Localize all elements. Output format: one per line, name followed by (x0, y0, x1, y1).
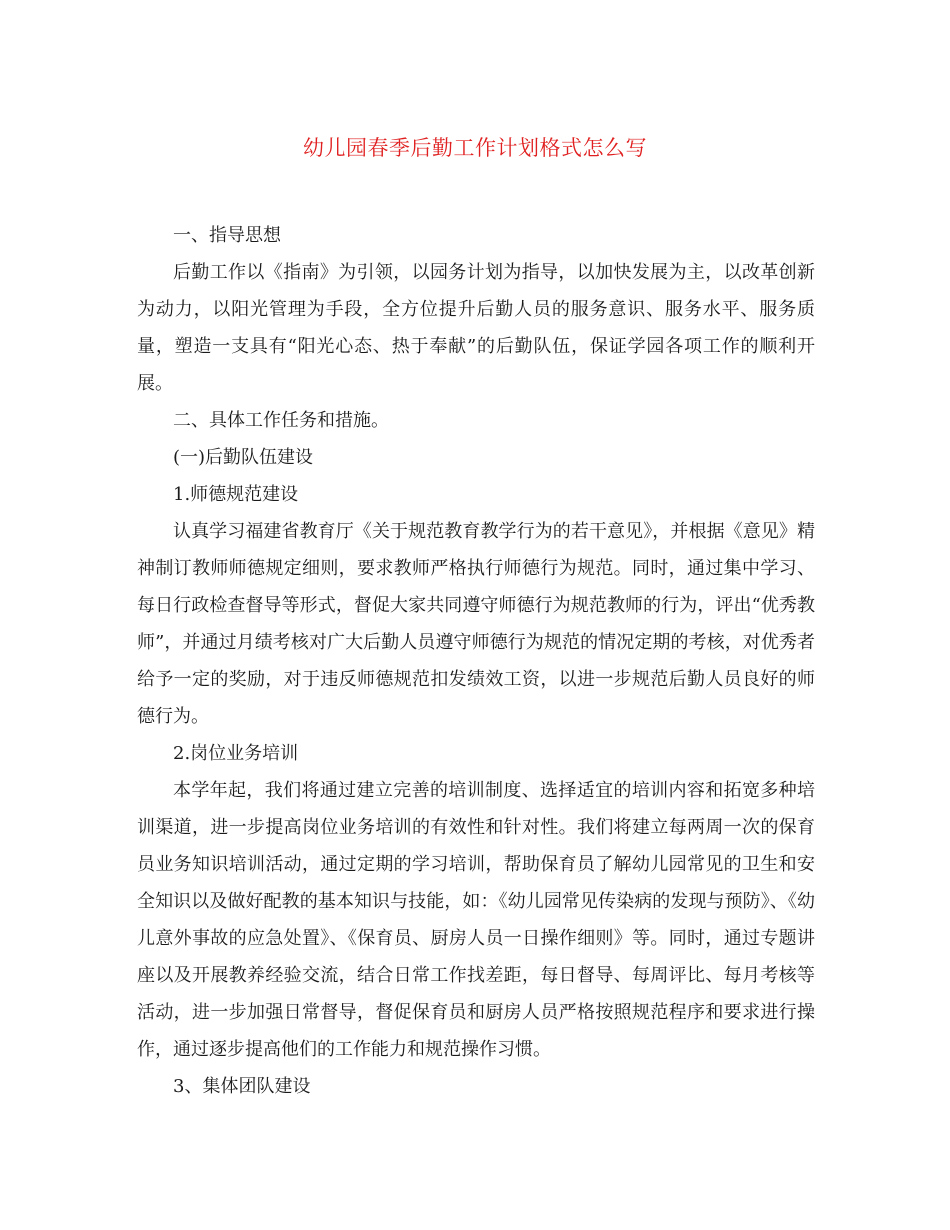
heading-tasks-measures: 二、具体工作任务和措施。 (173, 410, 389, 431)
paragraph-guiding-ideology: 后勤工作以《指南》为引领，以园务计划为指导，以加快发展为主，以改革创新为动力，以阳光管理为手段，全方位提升后勤人员的服务意识、服务水平、服务质量，塑造一支具有“阳光心态、热于奉献”的后勤队伍，保证学园各项工作的顺利开展。 (137, 262, 815, 394)
document-title: 幼儿园春季后勤工作计划格式怎么写 (303, 136, 647, 160)
heading-ethics-standard: 1.师德规范建设 (173, 484, 299, 505)
heading-collective-team: 3、集体团队建设 (173, 1076, 311, 1097)
paragraph-job-training: 本学年起，我们将通过建立完善的培训制度、选择适宜的培训内容和拓宽多种培训渠道，进一步提高岗位业务培训的有效性和针对性。我们将建立每两周一次的保育员业务知识培训活动，通过定期的学习培训，帮助保育员了解幼儿园常见的卫生和安全知识以及做好配教的基本知识与技能，如：《幼儿园常见传染病的发现与预防》、《幼儿意外事故的应急处置》、《保育员、厨房人员一日操作细则》等。同时，通过专题讲座以及开展教养经验交流，结合日常工作找差距，每日督导、每周评比、每月考核等活动，进一步加强日常督导，督促保育员和厨房人员严格按照规范程序和要求进行操作，通过逐步提高他们的工作能力和规范操作习惯。 (137, 780, 815, 1060)
heading-guiding-ideology: 一、指导思想 (173, 225, 281, 246)
paragraph-ethics-standard: 认真学习福建省教育厅《关于规范教育教学行为的若干意见》，并根据《意见》精神制订教师师德规定细则，要求教师严格执行师德行为规范。同时，通过集中学习、每日行政检查督导等形式，督促大家共同遵守师德行为规范教师的行为，评出“优秀教师”，并通过月绩考核对广大后勤人员遵守师德行为规范的情况定期的考核，对优秀者给予一定的奖励，对于违反师德规范扣发绩效工资，以进一步规范后勤人员良好的师德行为。 (137, 521, 815, 727)
document-body (137, 217, 815, 1105)
heading-team-building: (一)后勤队伍建设 (173, 447, 314, 468)
heading-job-training: 2.岗位业务培训 (173, 743, 299, 764)
